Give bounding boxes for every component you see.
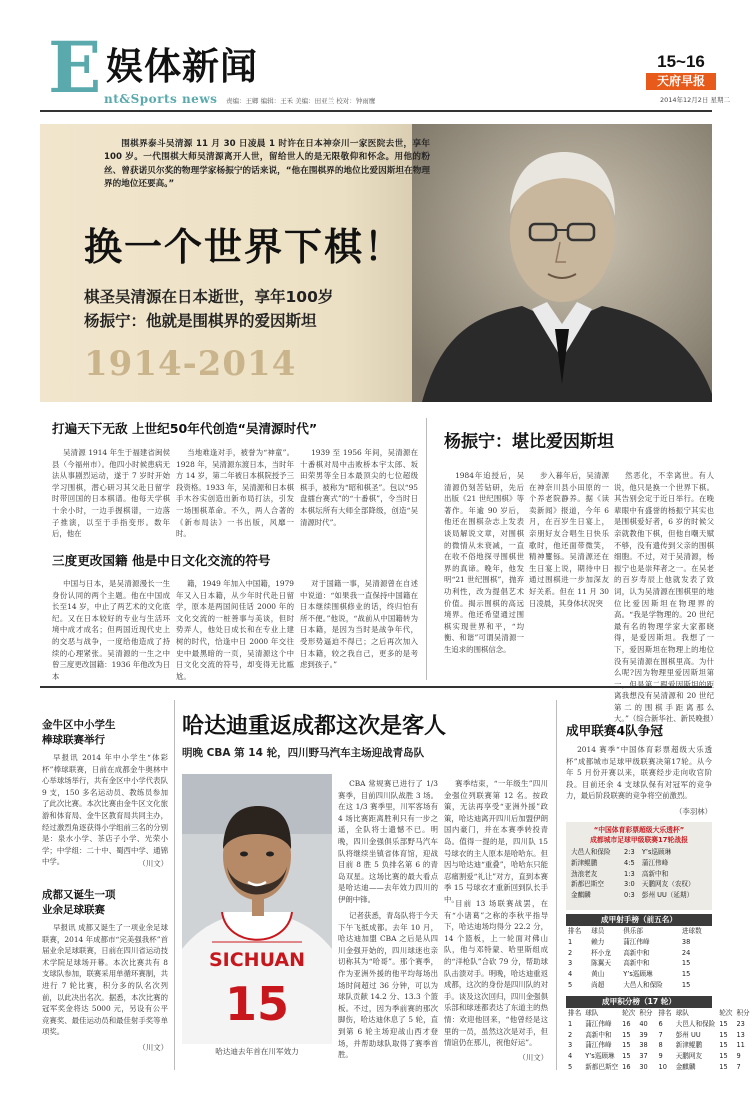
standings-row-cell: 高新中和 [585,1030,612,1039]
result-row [569,869,709,880]
left-brief1-sig: （川文） [138,859,168,868]
scorer-row-cell: 15 [681,980,691,989]
masthead-date: 2014年12月2日 星期二 [659,96,730,104]
article2-col3 [300,578,418,670]
standings-header-row-cell: 球队 [675,1009,689,1017]
cba-col2-text: 记者获悉，青岛队将于今天下午飞抵成都。去年 10 月，哈达迪加盟 CBA 之后是从四川金强开始的，四川球迷也亲切称其为“哈哥”。那个赛季，作为亚洲外援的他平均每场出场时间超过 36 分钟，可以为球队贡献 14.2 分、13.3 个篮板。不过，因为季前赛的那次脚伤，哈达迪休息了 5 轮，直到第 6 轮主场迎战山西才登场，并帮助球队取得了赛季首胜。 [338,911,438,1060]
standings-row-cell: 15 [719,1030,728,1039]
hero-headline: 换一个世界下棋！ [84,225,405,269]
cba-headline: 哈达迪重返成都这次是客人 [182,714,447,739]
result-row-cell: 0:3 [624,891,635,900]
article3-col3 [614,470,718,724]
standings-row [566,1040,655,1051]
cba-col3 [444,778,548,904]
cfl-scorers-table [566,926,712,991]
cba-col2 [338,910,438,1062]
result-row-cell: 天鹏网友（农权） [641,880,695,889]
standings-row-cell: 2 [568,1030,573,1039]
cfl-results-box [566,822,712,910]
result-row-cell: 金麒麟 [571,891,591,900]
standings-row-cell: 8 [658,1041,663,1050]
scorer-row [566,948,712,959]
scorer-row-cell: 15 [681,959,691,968]
cba-signature: （川文） [518,1053,548,1062]
standings-row-cell: 30 [639,1062,648,1071]
scorers-header-row-cell: 球员 [591,927,605,935]
result-row-cell: 大邑人和保险 [571,848,611,856]
standings-header-row-cell: 积分 [639,1009,653,1017]
standings-row [566,1051,655,1062]
result-row-cell: 2:3 [624,848,635,856]
standings-header-row-cell: 积分 [736,1009,750,1017]
scorer-row-cell: 15 [681,970,691,979]
standings-row-cell: 金麒麟 [675,1062,696,1071]
article1-col2-text: 当地难逢对手，被誉为“神童”。1928 年，吴清源东渡日本，当时年方 14 岁，第二年被日本棋院授予三段资格。1933 年，吴清源和日本棋手木谷实创造出新布局打法，引发一场围棋革命。不久，两人合著的《新布局法》一书出版，风靡一时。 [176,448,294,539]
scorer-row-cell: 陈翼天 [591,959,611,968]
standings-row [657,1062,752,1073]
scorer-row [566,958,712,969]
masthead [0,0,744,118]
standings-row-cell: 4 [568,1052,573,1061]
standings-row-cell: 6 [658,1019,663,1028]
result-row [569,879,709,890]
standings-row-cell: 大邑人和保险 [675,1019,716,1028]
standings-header-row-cell: 轮次 [622,1009,636,1017]
cfl-signature: （李羽林） [675,807,712,816]
standings-row-cell: 蒲江伟峰 [585,1041,612,1050]
article2-col1 [52,578,170,681]
masthead-section-title: 娱体新闻 [106,45,258,88]
scorer-row-cell: 2 [568,948,573,957]
masthead-paper-name: 天府早报 [646,73,716,90]
standings-row-cell: 15 [719,1052,728,1061]
cfl-standings-table-left [566,1008,655,1073]
cfl-results-table [569,847,709,901]
player-photo [182,774,332,1044]
result-row [569,890,709,901]
result-row-cell: 高新中和 [641,869,669,878]
scorer-row-cell: 大邑人和保险 [623,980,663,989]
hero-banner [40,124,712,402]
result-row-cell: 彭州 UU（延期） [641,891,694,900]
result-row-cell: 新津鲲鹏 [571,858,598,867]
standings-row-cell: 15 [719,1019,728,1028]
section-rule [40,686,712,688]
scorer-row-cell: 4 [568,970,573,979]
cba-col1 [338,778,438,908]
result-row-cell: 新都巴斯空 [571,880,604,889]
standings-row [566,1062,655,1073]
standings-row-cell: 16 [622,1062,631,1071]
scorer-row-cell: 黄山 [591,970,605,979]
jersey-text: SICHUAN [208,949,306,971]
standings-row-cell: 13 [736,1030,745,1039]
article1-col3 [300,447,418,535]
standings-row [657,1040,752,1051]
standings-row [657,1019,752,1030]
left-brief1-text: 早报讯 2014 年中小学生“体彩杯”棒球联赛，日前在成都金牛奥林中心举球场举行，共有金区中小学代表队 9 支，150 多名运动员、教练员参加了此次比赛。本次比赛由金牛区文化旅游和体育局、金牛区教育局共同主办，经过激烈角逐获得小学组前三名的分别是：泉水小学、茶店子小学、光荣小学；中学组：二十中、蜀西中学、通锦中学。 [42,753,168,867]
article2-heading: 三度更改国籍 他是中日文化交流的符号 [52,553,271,568]
article3-col1 [444,470,524,675]
cfl-scorers-title: 成甲射手榜（前五名） [566,914,712,926]
cfl-scorers-box [566,914,712,992]
masthead-e-letter: E [48,26,102,109]
scorer-row-cell: 24 [681,948,691,957]
scorer-row [566,980,712,991]
left-brief2-text: 早报讯 成都又诞生了一项业余足球联赛，2014 年成都市“完美强我杯”首届业余足球联赛，日前在四川省运动技术学院足球场开幕。本次比赛共有 8 支球队参加，联赛采用单循环赛制，共进行 7 轮比赛，积分多的队名次列前，以此决出名次。据悉，本次比赛的冠军奖金将达 5000 元，另设有公平竞赛奖、最佳运动员和最佳射手奖等单项奖。 [42,923,168,1037]
result-row-cell: Y’s巡顾琳 [641,848,672,856]
result-row-cell: 劲浪老友 [571,869,598,878]
article2-col3-text: 对于国籍一事，吴清源曾在自述中说道：“如果我一直保持中国籍在日本继续围棋修业的话，终归怕有所不便。”他说，“战前从中国籍转为日本籍，是因为当时是战争年代，受形势逼迫不得已；之后再次加入日本籍，较之我自己，更多的是考虑到孩子。” [300,579,418,670]
scorer-row-cell: 5 [568,980,573,989]
standings-row-cell: 蒲江伟峰 [585,1019,612,1028]
standings-row [566,1019,655,1030]
standings-row-cell: 38 [639,1041,648,1050]
standings-row-cell: 15 [622,1052,631,1061]
scorer-row [566,937,712,948]
scorer-row-cell: 3 [568,959,573,968]
standings-row-cell: 23 [736,1019,745,1028]
result-row [569,858,709,869]
standings-row-cell: 15 [719,1041,728,1050]
article1-col2 [176,447,294,539]
standings-row [566,1030,655,1041]
scorer-row-cell: 高新中和 [623,959,650,968]
cfl-results-title: “中国体育彩票超级大乐透杯” 成都城市足球甲级联赛17轮战报 [590,826,688,844]
cba-col1-text: CBA 常规赛已进行了 1/3 赛季，目前四川队战胜 3 场。在这 1/3 赛季里，川军客场有 4 场比赛距离胜利只有一步之遥，全队将士遗憾不已。明晚，四川金强俱乐部野马汽车队将继续坐镇省体育馆，迎战目前 8 胜 5 负排名第 6 的青岛双星。这场比赛的最大看点是哈达迪——去年效力四川的伊朗中锋。 [338,779,438,904]
article1-col3-text: 1939 至 1956 年间，吴清源在十番棋对局中击败桥本宇太郎、坂田荣男等全日本最顶尖的七位超级棋手，被称为“昭和棋圣”。包以“95 盘擂台赛式”的“十番棋”，令当时日本棋坛所有大师全部降级，创造“吴清源时代”。 [300,448,418,527]
standings-row-cell: Y’s巡顾琳 [585,1052,615,1061]
standings-row-cell: 天鹏网友 [675,1052,703,1061]
result-row-cell: 蒲江伟峰 [641,858,669,867]
scorers-header-row [566,926,712,937]
standings-row-cell: 新都巴斯空 [585,1062,619,1071]
result-row-cell: 3:0 [624,880,635,889]
standings-row-cell: 15 [622,1030,631,1039]
left-divider [174,700,175,1070]
standings-row-cell: 16 [622,1019,631,1028]
portrait-photo [412,124,712,402]
standings-row-cell: 39 [639,1030,648,1039]
masthead-page-range: 15~16 [657,52,705,71]
standings-row-cell: 1 [568,1019,573,1028]
left-brief2 [42,922,168,1040]
standings-row-cell: 3 [568,1041,573,1050]
jersey-number: 15 [224,977,290,1031]
standings-header-row-cell: 排名 [568,1009,582,1017]
standings-header-row [657,1008,752,1019]
article3-heading: 杨振宁：堪比爱因斯坦 [444,432,614,452]
cfl-standings-box [566,996,750,1071]
article3-col2-text: 步入暮年后，吴清源在神奈川县小田原的一个养老院静养。据《读卖新闻》报道，今年 6 月，在百岁生日宴上，亲朋好友合唱生日快乐歌时，他还面带微笑，精神矍铄。吴清源还在生日宴上说，期待中日通过围棋进一步加深友好关系。但在 11 月 30 日凌晨，其身体状况突 [529,471,609,608]
cfl-standings-title: 成甲积分榜（17 轮） [566,996,712,1008]
result-row-cell: 4:5 [624,858,635,867]
cba-col3-text: 赛季结束，“一年级生”四川金强位列联赛第 12 名。按政策，无法再享受“亚洲外援”政策，哈达迪离开四川后加盟伊朗国内豪门，并在本赛季转投青岛。值得一提的是，四川队 15 号球衣的主人原本是哈哈东。但因与哈达迪“重叠”，哈哈东只能忍痛割爱“礼让”对方，直到本赛季 15 号球衣才重新回到队长手中。 [444,779,548,904]
standings-row-cell: 新津鲲鹏 [675,1041,703,1050]
cfl-body [566,744,712,804]
standings-row [657,1051,752,1062]
cfl-heading: 成甲联赛4队争冠 [566,723,663,738]
standings-header-row-cell: 排名 [658,1009,672,1017]
article1-col1 [52,447,170,539]
standings-row-cell: 37 [639,1052,648,1061]
cfl-body-text: 2014 赛季“中国体育彩票超级大乐透杯”成都城市足球甲级联赛决第17轮。从今年 5 月份开赛以来，联赛经步走向收官阶段。目前还余 4 支球队保有对冠军的竞争力，最后阶段联赛的竞争将空前激烈。 [566,745,712,801]
hero-intro: 围棋界泰斗吴清源 11 月 30 日凌晨 1 时许在日本神奈川一家医院去世，享年 100 岁。一代围棋大师吴清源离开人世，留给世人的是无限敬仰和怀念。用他的粉丝、曾获诺贝尔奖的物理学家杨振宁的话来说，“他在围棋界的地位比爱因斯坦在物理界的地位还要高。” [104,139,430,190]
standings-row-cell: 10 [658,1062,667,1071]
left-brief2-heading: 成都又诞生一项 业余足球联赛 [42,889,116,916]
hero-subheadline-1: 棋圣吴清源在日本逝世，享年100岁 [84,288,334,306]
article3-col2 [529,470,609,675]
standings-row-cell: 11 [736,1041,745,1050]
standings-row-cell: 15 [719,1062,728,1071]
left-brief2-sig: （川文） [138,1043,168,1052]
standings-row-cell: 5 [568,1062,573,1071]
scorer-row-cell: 高新中和 [623,948,650,957]
hero-subheadline-2: 杨振宁：他就是围棋界的爱因斯坦 [84,312,317,330]
article3-col3-text: 然恶化，不幸离世。有人说，他只是换一个世界下棋。其告别会定于近日举行。在晚辈眼中有盛誉的杨振宁其实也是围棋爱好者，6 岁的时候父亲就教他下棋，但他自嘲天赋不够，没有遗传到父亲的围棋细胞。不过，对于吴清源，杨振宁也是崇拜者之一。在吴老的百岁寿辰上他就发表了致词，认为吴清源在围棋里的地位比爱因斯坦在物理界的高。“我是学物理的。20 世纪最有名的物理学家大家都晓得，是爱因斯坦。我想了一下，爱因斯坦在物理上的地位没有吴清源在围棋里高。为什么呢?因为物理里爱因斯坦第一，但是第二跟爱因斯坦的距离我想没有吴清源和 20 世纪第二的围棋手距离那么大。”（综合新华社、新民晚报） [614,471,718,724]
standings-row-cell: 9 [658,1052,663,1061]
scorer-row-cell: 38 [681,937,691,946]
article2-col2 [176,578,294,681]
cba-col4-text: 目前 13 场联赛战罢，在有“小诸葛”之称的李秋平指导下，哈达迪场均得分 22.2 分，14 个篮板，上一轮面对佛山队，他与邓特蒙、哈里斯组成的“洋枪队”合砍 79 分，帮助球队击溃对手。明晚，哈达迪重返成都，这次的身份是四川队的对手。谈及这次回归，四川金强俱乐部和球迷都表达了东道主的热情：欢迎他回来，“他曾经是这里的一员，虽然这次是对手，但情谊仍在那儿，祝他好运”。 [444,899,548,1048]
cba-col4 [444,898,548,1050]
masthead-credits: 责编：王卿 编辑：王禾 美编：田亚兰 校对：钟雨鹰 [226,97,376,105]
standings-header-row-cell: 球队 [585,1009,599,1017]
standings-row-cell: 15 [622,1041,631,1050]
scorer-row-cell: Y’s巡顾琳 [623,970,653,979]
standings-row-cell: 9 [736,1052,741,1061]
cfl-standings-table-right [657,1008,752,1073]
article2-col1-text: 中国与日本，是吴清源漫长一生身份认同的两个主题。他在中国成长至14 岁，中止了两艺术的文化底纪。又在日本较好的专业与生活环境中成才成名；但两国近现代史上的交恶与战争，一度给他造成了持续的心理紧张。吴清源的一生之中曾三度更改国籍：1936 年他改为日本 [52,579,170,681]
result-row [569,847,709,858]
masthead-rule [40,110,712,112]
standings-row-cell: 40 [639,1019,648,1028]
scorers-header-row-cell: 进球数 [681,927,702,935]
standings-header-row [566,1008,655,1019]
scorer-row-cell: 蒲江伟峰 [623,937,650,946]
standings-header-row-cell: 轮次 [719,1009,733,1017]
result-row-cell: 1:3 [624,869,635,878]
standings-row [657,1030,752,1041]
scorer-row [566,969,712,980]
scorers-header-row-cell: 俱乐部 [623,927,643,935]
left-brief1-heading: 金牛区中小学生 棒球联赛举行 [42,719,116,746]
scorers-header-row-cell: 排名 [568,927,582,935]
photo-caption: 哈达迪去年首在川军效力 [215,1047,299,1056]
hero-years: 1914-2014 [84,344,297,384]
right-divider [556,700,557,1070]
article2-col2-text: 籍，1949 年加入中国籍，1979 年又入日本籍，从少年时代赴日留学，原本是两国间佳话 2000 年的文化交流的一桩善事与美谈，但时势弄人，他处日成长和在专业上建树的时代，恰逢中日 2000 年交往史中最黑暗的一页，吴清源这个中日文化交流的符号，却变得无比尴尬。 [176,579,294,681]
column-divider [426,418,427,680]
scorer-row-cell: 杯小龙 [591,948,611,957]
standings-row-cell: 彭州 UU [675,1030,701,1039]
masthead-subtitle: nt&Sports news [104,92,218,106]
standings-row-cell: 7 [658,1030,663,1039]
cba-subheadline: 明晚 CBA 第 14 轮，四川野马汽车主场迎战青岛队 [182,747,425,759]
standings-row-cell: 7 [736,1062,741,1071]
article1-heading: 打遍天下无敌 上世纪50年代创造“吴清源时代” [52,421,318,436]
scorer-row-cell: 赖力 [591,937,605,946]
article3-col1-text: 1984年追授后，吴清源仍刻苦钻研，先后出版《21 世纪围棋》等著作。年逾 90 岁后，他还在围棋杂志上发表谈局解说文章，对围棋的微情从未衰减，一直在收不俗地探寻围棋世界的真谛。晚年，他发明“21 世纪围棋”，抛弃功利性，改为提倡艺术价值。揭示围棋的高远境界。他还希望通过围棋实现世界和平，“均衡、和谐”可谓吴清源一生追求的围棋信念。 [444,471,524,654]
article1-col1-text: 吴清源 1914 年生于福建省闽侯县（今福州市）。他四小时候患病无法从事剧烈运动，遂于 7 岁时开始学习围棋，潜心研习其父赴日留学时带回国的日本棋谱。他每天学棋十余小时，一边手握棋谱，一边落子推演，以至于手指变形。数年后，他在 [52,448,170,539]
scorer-row-cell: 1 [568,937,573,946]
scorer-row-cell: 尚超 [591,980,605,989]
